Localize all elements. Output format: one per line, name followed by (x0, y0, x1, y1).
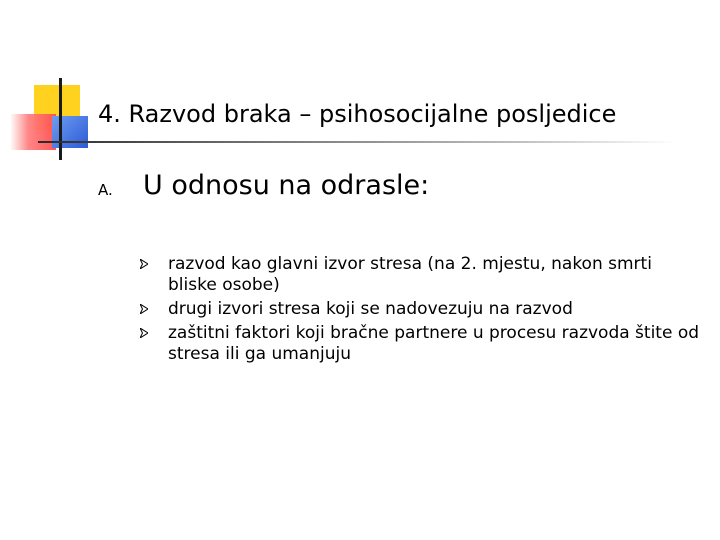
list-item (140, 323, 700, 365)
bullet-text: drugi izvori stresa koji se nadovezuju na razvod (168, 299, 573, 319)
arrowhead-bullet-icon (140, 328, 148, 338)
arrowhead-bullet-icon (140, 304, 148, 314)
list-item (140, 299, 700, 320)
decor-vertical-line (59, 78, 62, 160)
arrowhead-bullet-icon (140, 259, 148, 269)
section-heading: U odnosu na odrasle: (143, 170, 430, 201)
bullet-text: razvod kao glavni izvor stresa (na 2. mjestu, nakon smrti bliske osobe) (168, 254, 652, 295)
slide-title: 4. Razvod braka – psihosocijalne posljedice (98, 100, 617, 128)
decor-red-bar (10, 114, 56, 150)
decor-blue-square (52, 116, 88, 148)
bullet-text: zaštitni faktori koji bračne partnere u procesu razvoda štite od stresa ili ga umanjuju (168, 323, 700, 364)
section-marker: A. (98, 181, 113, 199)
title-underline (38, 141, 678, 143)
bullet-list (140, 254, 700, 368)
list-item (140, 254, 700, 296)
